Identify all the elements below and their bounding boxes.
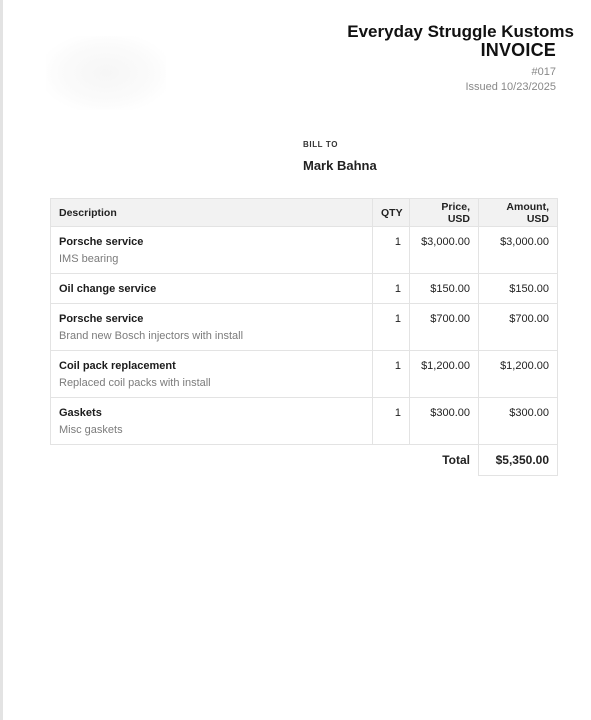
table-row bbox=[51, 274, 558, 304]
row-price bbox=[410, 304, 479, 351]
item-title: Coil pack replacement bbox=[59, 360, 176, 372]
table-row bbox=[51, 398, 558, 445]
price-value: $3,000.00 bbox=[421, 236, 470, 248]
line-items-table bbox=[50, 198, 558, 476]
qty-value: 1 bbox=[394, 236, 401, 248]
column-header-qty: QTY bbox=[373, 199, 410, 227]
row-qty bbox=[373, 304, 410, 351]
row-price bbox=[410, 274, 479, 304]
row-qty bbox=[373, 274, 410, 304]
amount-value: $1,200.00 bbox=[500, 360, 549, 372]
item-note: Misc gaskets bbox=[59, 424, 123, 436]
column-header-amount: Amount, USD bbox=[479, 199, 558, 227]
row-price bbox=[410, 398, 479, 445]
table-row bbox=[51, 227, 558, 274]
bill-to-name: Mark Bahna bbox=[303, 158, 377, 173]
table-row bbox=[51, 351, 558, 398]
row-price bbox=[410, 351, 479, 398]
page-edge bbox=[0, 0, 3, 720]
company-logo bbox=[46, 36, 166, 110]
qty-value: 1 bbox=[394, 407, 401, 419]
price-value: $150.00 bbox=[430, 283, 470, 295]
company-name: Everyday Struggle Kustoms bbox=[347, 22, 574, 41]
invoice-number: #017 bbox=[531, 66, 556, 78]
item-title: Porsche service bbox=[59, 313, 144, 325]
amount-value: $150.00 bbox=[509, 283, 549, 295]
qty-value: 1 bbox=[394, 360, 401, 372]
amount-value: $700.00 bbox=[509, 313, 549, 325]
item-title: Gaskets bbox=[59, 407, 102, 419]
row-amount bbox=[479, 398, 558, 445]
row-amount bbox=[479, 351, 558, 398]
total-label: Total bbox=[442, 453, 470, 467]
column-header-description: Description bbox=[51, 199, 373, 227]
price-value: $1,200.00 bbox=[421, 360, 470, 372]
table-header-row bbox=[51, 199, 558, 227]
total-value: $5,350.00 bbox=[479, 445, 558, 476]
amount-value: $3,000.00 bbox=[500, 236, 549, 248]
price-value: $300.00 bbox=[430, 407, 470, 419]
row-price bbox=[410, 227, 479, 274]
row-description bbox=[51, 274, 373, 304]
item-title: Oil change service bbox=[59, 283, 157, 295]
invoice-issued-date: Issued 10/23/2025 bbox=[465, 81, 556, 93]
row-qty bbox=[373, 227, 410, 274]
table-row bbox=[51, 304, 558, 351]
total-row bbox=[51, 445, 558, 476]
price-value: $700.00 bbox=[430, 313, 470, 325]
row-description bbox=[51, 351, 373, 398]
column-header-price: Price, USD bbox=[410, 199, 479, 227]
row-qty bbox=[373, 351, 410, 398]
item-title: Porsche service bbox=[59, 236, 144, 248]
row-amount bbox=[479, 227, 558, 274]
amount-value: $300.00 bbox=[509, 407, 549, 419]
invoice-title: INVOICE bbox=[480, 40, 556, 60]
row-qty bbox=[373, 398, 410, 445]
item-note: Brand new Bosch injectors with install bbox=[59, 330, 244, 342]
row-description bbox=[51, 227, 373, 274]
row-amount bbox=[479, 274, 558, 304]
row-amount bbox=[479, 304, 558, 351]
item-note: IMS bearing bbox=[59, 253, 119, 265]
row-description bbox=[51, 304, 373, 351]
item-note: Replaced coil packs with install bbox=[59, 377, 211, 389]
qty-value: 1 bbox=[394, 313, 401, 325]
qty-value: 1 bbox=[394, 283, 401, 295]
bill-to-label: BILL TO bbox=[303, 140, 339, 149]
row-description bbox=[51, 398, 373, 445]
